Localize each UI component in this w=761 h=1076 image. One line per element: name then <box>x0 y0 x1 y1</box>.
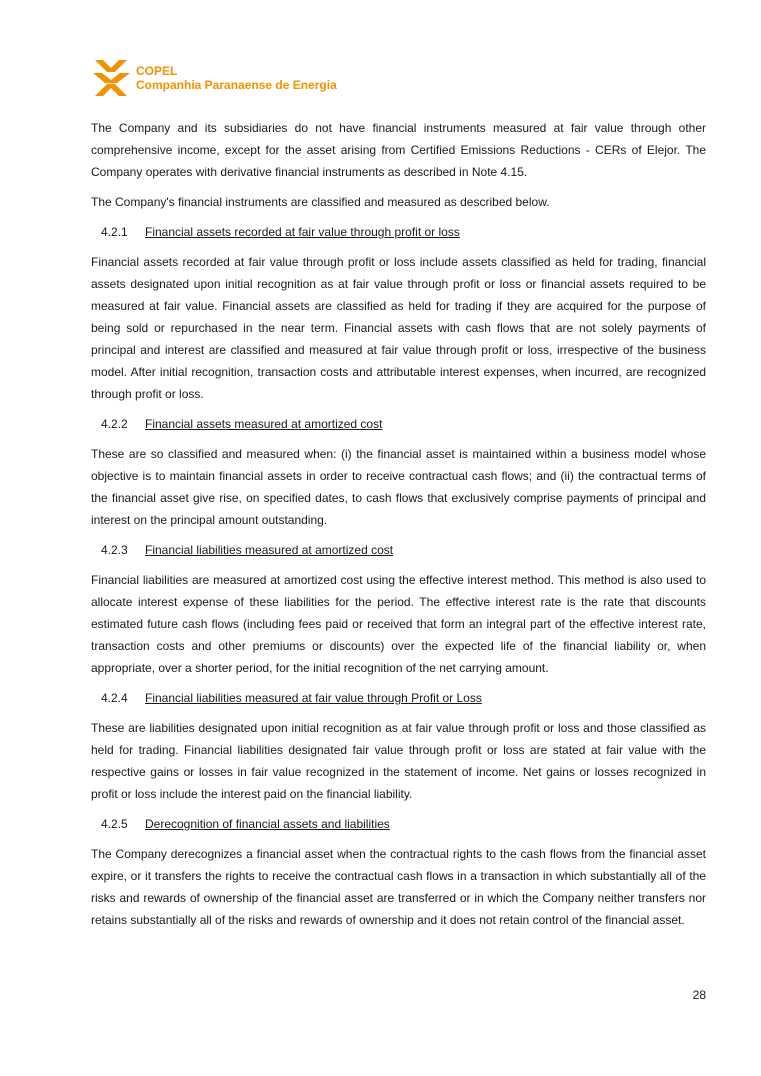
section-heading-4-2-2 <box>91 413 706 435</box>
section-body-4-2-4: These are liabilities designated upon initial recognition as at fair value through profit or loss and those classified as held for trading. Financial liabilities designated fair value through profit or loss are stated at fair value with the respective gains or losses in fair value recognized in the statement of income. Net gains or losses recognized in profit or loss include the interest paid on the financial liability. <box>91 721 706 801</box>
section-title: Financial liabilities measured at amortized cost <box>145 543 394 557</box>
document-body <box>91 117 706 939</box>
section-number: 4.2.1 <box>101 225 128 239</box>
section-number: 4.2.4 <box>101 691 128 705</box>
section-title: Financial liabilities measured at fair value through Profit or Loss <box>145 691 482 705</box>
section-heading-4-2-1 <box>91 221 706 243</box>
section-heading-4-2-5 <box>91 813 706 835</box>
section-number: 4.2.3 <box>101 543 128 557</box>
section-body-4-2-2: These are so classified and measured when: (i) the financial asset is maintained within a business model whose objective is to maintain financial assets in order to receive contractual cash flows; and (ii) the contractual terms of the financial asset give rise, on specified dates, to cash flows that exclusively comprise payments of principal and interest on the principal amount outstanding. <box>91 447 706 527</box>
company-name <box>136 64 337 92</box>
section-body-4-2-1: Financial assets recorded at fair value through profit or loss include assets classified as held for trading, financial assets designated upon initial recognition as at fair value through profit or loss or financial assets required to be measured at fair value. Financial assets are classified as held for trading if they are acquired for the purpose of being sold or repurchased in the near term. Financial assets with cash flows that are not solely payments of principal and interest are classified and measured at fair value through profit or loss, irrespective of the business model. After initial recognition, transaction costs and attributable interest expenses, when incurred, are recognized through profit or loss. <box>91 255 706 401</box>
copel-logo-icon <box>93 60 130 96</box>
intro-paragraph-2: The Company's financial instruments are classified and measured as described below. <box>91 195 550 209</box>
section-heading-4-2-3 <box>91 539 706 561</box>
intro-paragraph-1: The Company and its subsidiaries do not have financial instruments measured at fair value through other comprehensive income, except for the asset arising from Certified Emissions Reductions - CERs of Elejor. The Company operates with derivative financial instruments as described in Note 4.15. <box>91 121 706 179</box>
section-heading-4-2-4 <box>91 687 706 709</box>
logo-line-1: COPEL <box>136 64 178 78</box>
section-body-4-2-5: The Company derecognizes a financial asset when the contractual rights to the cash flows from the financial asset expire, or it transfers the rights to receive the contractual cash flows in a transaction in which substantially all of the risks and rewards of ownership of the financial asset are transferred or in which the Company neither transfers nor retains substantially all of the risks and rewards of ownership and it does not retain control of the financial asset. <box>91 847 706 927</box>
section-number: 4.2.2 <box>101 417 128 431</box>
section-body-4-2-3: Financial liabilities are measured at amortized cost using the effective interest method. This method is also used to allocate interest expense of these liabilities for the period. The effective interest rate is the rate that discounts estimated future cash flows (including fees paid or received that form an integral part of the effective interest rate, transaction costs and other premiums or discounts) over the expected life of the financial liability or, when appropriate, over a shorter period, for the initial recognition of the net carrying amount. <box>91 573 706 675</box>
logo-line-2: Companhia Paranaense de Energia <box>136 78 337 92</box>
section-number: 4.2.5 <box>101 817 128 831</box>
section-title: Financial assets recorded at fair value through profit or loss <box>145 225 460 239</box>
section-title: Derecognition of financial assets and liabilities <box>145 817 390 831</box>
section-title: Financial assets measured at amortized cost <box>145 417 383 431</box>
page-number: 28 <box>692 988 706 1002</box>
